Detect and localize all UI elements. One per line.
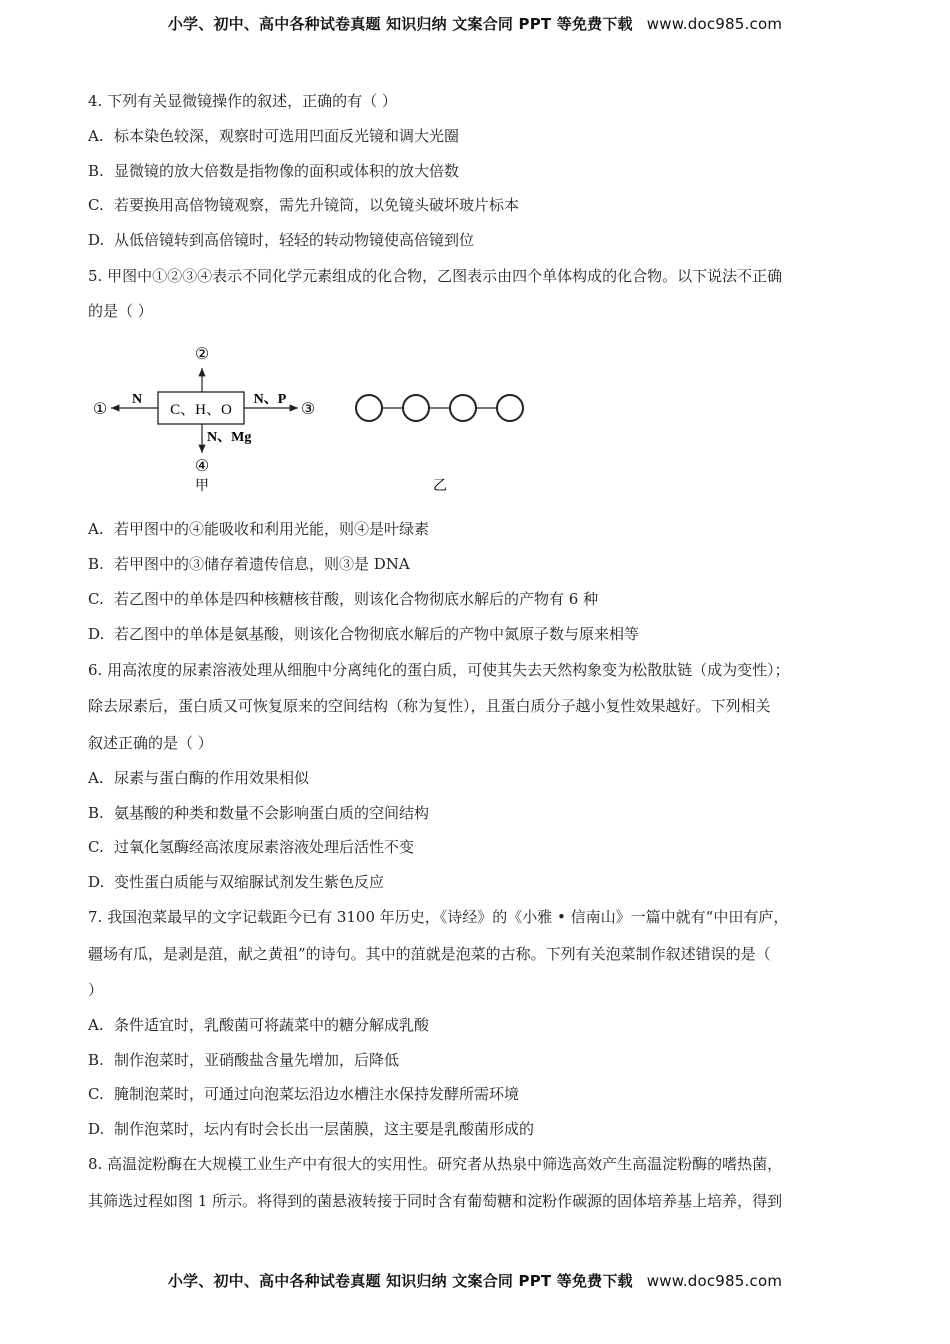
q6-option-b: B. 氨基酸的种类和数量不会影响蛋白质的空间结构 — [88, 804, 430, 822]
monomer-1 — [356, 395, 382, 421]
monomer-2 — [403, 395, 429, 421]
q7-stem-line2: 疆场有瓜，是剥是菹，献之黄祖”的诗句。其中的菹就是泡菜的古称。下列有关泡菜制作叙述错误的是（ — [88, 945, 771, 963]
q7-option-a: A. 条件适宜时，乳酸菌可将蔬菜中的糖分解成乳酸 — [88, 1016, 430, 1034]
q5-option-b: B. 若甲图中的③储存着遗传信息，则③是 DNA — [88, 555, 410, 573]
q4-option-c: C. 若要换用高倍物镜观察，需先升镜筒，以免镜头破坏玻片标本 — [88, 196, 520, 214]
q5-stem-line2: 的是（ ） — [88, 302, 153, 320]
q6-stem-line2: 除去尿素后，蛋白质又可恢复原来的空间结构（称为复性），且蛋白质分子越小复性效果越好。下列相关 — [88, 697, 771, 715]
product-2: ② — [194, 346, 210, 363]
q5-option-c: C. 若乙图中的单体是四种核糖核苷酸，则该化合物彻底水解后的产物有 6 种 — [88, 590, 599, 608]
q6-option-d: D. 变性蛋白质能与双缩脲试剂发生紫色反应 — [88, 873, 385, 891]
caption-jia: 甲 — [195, 479, 209, 494]
header-text: 小学、初中、高中各种试卷真题 知识归纳 文案合同 PPT 等免费下载 — [167, 15, 633, 33]
product-3: ③ — [300, 401, 316, 418]
bottom-element: N、Mg — [207, 430, 252, 445]
q8-stem-line1: 8. 高温淀粉酶在大规模工业生产中有很大的实用性。研究者从热泉中筛选高效产生高温淀粉酶的嗜热菌， — [88, 1155, 783, 1173]
monomer-4 — [497, 395, 523, 421]
product-1: ① — [92, 401, 108, 418]
page-header-banner — [0, 13, 950, 34]
footer-url[interactable]: www.doc985.com — [646, 1272, 783, 1290]
box-label: C、H、O — [170, 402, 232, 418]
q5-option-a: A. 若甲图中的④能吸收和利用光能，则④是叶绿素 — [88, 520, 430, 538]
q5-figure — [80, 340, 550, 500]
q7-stem-line1: 7. 我国泡菜最早的文字记载距今已有 3100 年历史，《诗经》的《小雅 • 信南山》一篇中就有“中田有庐， — [88, 908, 789, 926]
q5-stem-line1: 5. 甲图中①②③④表示不同化学元素组成的化合物，乙图表示由四个单体构成的化合物。以下说法不正确 — [88, 267, 783, 285]
q6-option-c: C. 过氧化氢酶经高浓度尿素溶液处理后活性不变 — [88, 838, 415, 856]
q8-stem-line2: 其筛选过程如图 1 所示。将得到的菌悬液转接于同时含有葡萄糖和淀粉作碳源的固体培养基上培养，得到 — [88, 1192, 783, 1210]
q7-option-d: D. 制作泡菜时，坛内有时会长出一层菌膜，这主要是乳酸菌形成的 — [88, 1120, 535, 1138]
product-4: ④ — [194, 458, 210, 475]
q4-stem: 4. 下列有关显微镜操作的叙述，正确的有（ ） — [88, 92, 397, 110]
page-footer-banner — [0, 1270, 950, 1291]
right-element: N、P — [253, 392, 287, 407]
q6-option-a: A. 尿素与蛋白酶的作用效果相似 — [88, 769, 310, 787]
q6-stem-line3: 叙述正确的是（ ） — [88, 734, 213, 752]
q4-option-a: A. 标本染色较深，观察时可选用凹面反光镜和调大光圈 — [88, 127, 460, 145]
q7-option-c: C. 腌制泡菜时，可通过向泡菜坛沿边水槽注水保持发酵所需环境 — [88, 1085, 520, 1103]
header-url[interactable]: www.doc985.com — [646, 15, 783, 33]
footer-text: 小学、初中、高中各种试卷真题 知识归纳 文案合同 PPT 等免费下载 — [167, 1272, 633, 1290]
q4-option-b: B. 显微镜的放大倍数是指物像的面积或体积的放大倍数 — [88, 162, 460, 180]
q7-option-b: B. 制作泡菜时，亚硝酸盐含量先增加，后降低 — [88, 1051, 400, 1069]
q7-stem-line3: ） — [88, 981, 104, 999]
monomer-3 — [450, 395, 476, 421]
q4-option-d: D. 从低倍镜转到高倍镜时，轻轻的转动物镜使高倍镜到位 — [88, 231, 475, 249]
left-element: N — [131, 392, 143, 407]
caption-yi: 乙 — [433, 479, 447, 494]
q5-option-d: D. 若乙图中的单体是氨基酸，则该化合物彻底水解后的产物中氮原子数与原来相等 — [88, 625, 640, 643]
q6-stem-line1: 6. 用高浓度的尿素溶液处理从细胞中分离纯化的蛋白质，可使其失去天然构象变为松散肽链（成为变性）； — [88, 661, 790, 679]
